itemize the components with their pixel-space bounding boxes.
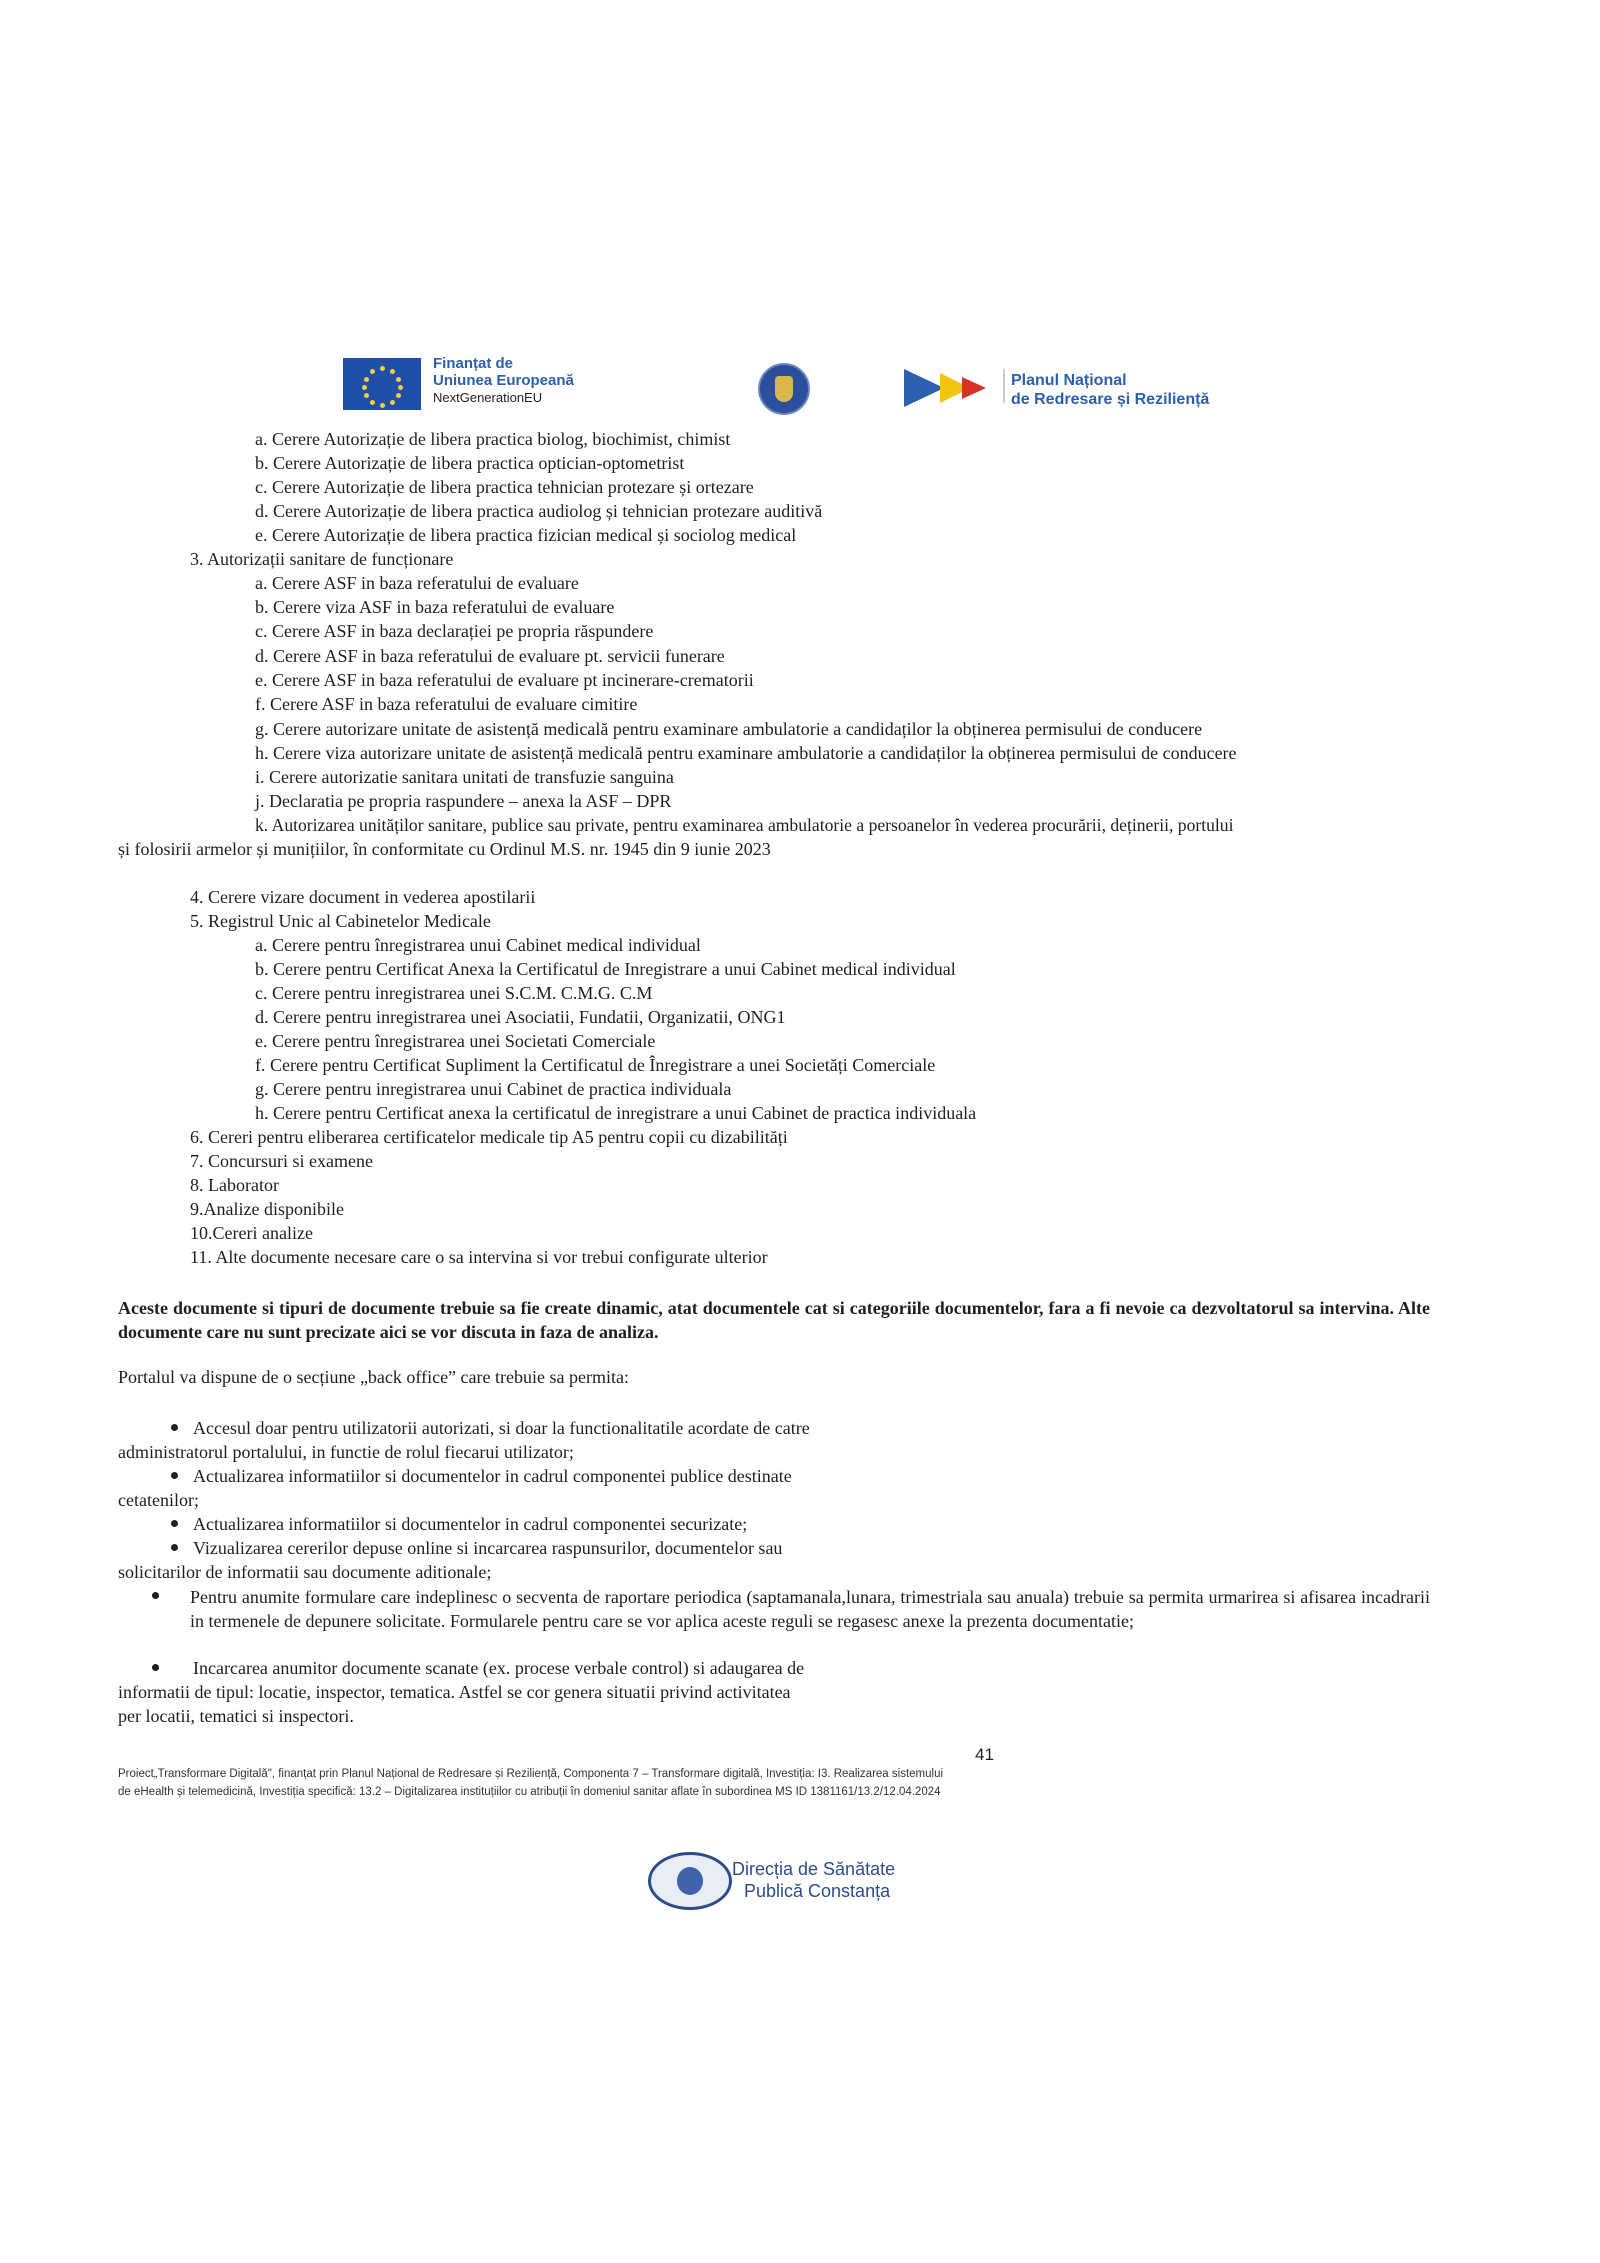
bullet-icon	[152, 1592, 159, 1599]
bullet-icon	[171, 1472, 178, 1479]
list-item: b. Cerere Autorizație de libera practica optician-optometrist	[255, 453, 685, 473]
bullet-text: Accesul doar pentru utilizatorii autorizati, si doar la functionalitatile acordate de catre	[193, 1418, 810, 1438]
list-item: f. Cerere pentru Certificat Supliment la Certificatul de Înregistrare a unei Societăți Comerciale	[255, 1055, 936, 1075]
funding-logos-header	[343, 355, 1243, 417]
list-item: c. Cerere pentru inregistrarea unei S.C.M. C.M.G. C.M	[255, 983, 653, 1003]
list-item: g. Cerere pentru inregistrarea unui Cabinet de practica individuala	[255, 1079, 732, 1099]
back-office-intro: Portalul va dispune de o secțiune „back office” care trebuie sa permita:	[118, 1367, 629, 1387]
bullet-icon	[171, 1424, 178, 1431]
bullet-icon	[171, 1520, 178, 1527]
list-item: e. Cerere Autorizație de libera practica fizician medical și sociolog medical	[255, 525, 797, 545]
bullet-text: Actualizarea informatiilor si documentelor in cadrul componentei securizate;	[193, 1514, 748, 1534]
list-item: d. Cerere Autorizație de libera practica audiolog și tehnician protezare auditivă	[255, 501, 823, 521]
list-item: a. Cerere pentru înregistrarea unui Cabinet medical individual	[255, 935, 701, 955]
eu-funding-label	[433, 355, 574, 406]
pnrr-line2: de Redresare și Reziliență	[1011, 391, 1210, 408]
section-heading: 7. Concursuri si examene	[190, 1151, 373, 1171]
pnrr-divider	[1003, 369, 1005, 403]
dsp-constanta-seal-icon	[648, 1852, 732, 1910]
list-item: j. Declaratia pe propria raspundere – anexa la ASF – DPR	[255, 791, 672, 811]
project-footer-note: Proiect„Transformare Digitală", finanțat prin Planul Național de Redresare și Reziliență, Componenta 7 – Transformare digitală, Investiția: I3. Realizarea sistemului de eHealth și telemedicină, Investiția specifică: 13.2 – Digitalizarea instituțiilor cu atribuții în domeniul sanitar aflate în subordinea MS ID 1381161/13.2/12.04.2024	[118, 1768, 944, 1798]
bullet-text-continuation: solicitarilor de informatii sau documente aditionale;	[118, 1562, 492, 1582]
dsp-constanta-label	[732, 1858, 895, 1902]
pnrr-line1: Planul Național	[1011, 372, 1127, 389]
bullet-text: Pentru anumite formulare care indeplinesc o secventa de raportare periodica (saptamanala,lunara, trimestriala sau anuala) trebuie sa permita urmarirea si afisarea incadrarii in termenele de depunere solicitate. Formularele pentru care se vor aplica aceste reguli se regasesc anexe la prezenta documentatie;	[190, 1587, 1430, 1631]
dsp-line1: Direcția de Sănătate	[732, 1859, 896, 1879]
page-number: 41	[975, 1745, 994, 1764]
bullet-icon	[171, 1544, 178, 1551]
bullet-text: Vizualizarea cererilor depuse online si incarcarea raspunsurilor, documentelor sau	[193, 1538, 783, 1558]
list-item: h. Cerere viza autorizare unitate de asistență medicală pentru examinare ambulatorie a candidaților la obținerea permisului de conducere	[255, 743, 1237, 763]
dynamic-documents-paragraph: Aceste documente si tipuri de documente trebuie sa fie create dinamic, atat documentele cat si categoriile documentelor, fara a fi nevoie ca dezvoltatorul sa intervina. Alte documente care nu sunt precizate aici se vor discuta in faza de analiza.	[118, 1298, 1430, 1342]
list-item: d. Cerere pentru inregistrarea unei Asociatii, Fundatii, Organizatii, ONG1	[255, 1007, 786, 1027]
section-heading: 10.Cereri analize	[190, 1223, 313, 1243]
list-item: k. Autorizarea unităților sanitare, publice sau private, pentru examinarea ambulatorie a persoanelor în vederea procurării, deținerii, portului	[255, 815, 1234, 835]
section-heading: 8. Laborator	[190, 1175, 279, 1195]
section-heading: 11. Alte documente necesare care o sa intervina si vor trebui configurate ulterior	[190, 1247, 768, 1267]
pnrr-logo-icon	[904, 365, 1004, 411]
list-item: b. Cerere pentru Certificat Anexa la Certificatul de Inregistrare a unui Cabinet medical individual	[255, 959, 956, 979]
eu-funding-line1: Finanțat de	[433, 355, 514, 372]
list-item: c. Cerere Autorizație de libera practica tehnician protezare și ortezare	[255, 477, 754, 497]
bullet-text: Actualizarea informatiilor si documentelor in cadrul componentei publice destinate	[193, 1466, 792, 1486]
list-item: h. Cerere pentru Certificat anexa la certificatul de inregistrare a unui Cabinet de practica individuala	[255, 1103, 977, 1123]
list-item: a. Cerere Autorizație de libera practica biolog, biochimist, chimist	[255, 429, 731, 449]
section-heading: 9.Analize disponibile	[190, 1199, 344, 1219]
list-item: e. Cerere pentru înregistrarea unei Societati Comerciale	[255, 1031, 656, 1051]
bullet-text-continuation: administratorul portalului, in functie de rolul fiecarui utilizator;	[118, 1442, 574, 1462]
list-item-continuation: și folosirii armelor și munițiilor, în conformitate cu Ordinul M.S. nr. 1945 din 9 iunie 2023	[118, 839, 771, 859]
list-item: i. Cerere autorizatie sanitara unitati de transfuzie sanguina	[255, 767, 674, 787]
eu-flag-icon	[343, 358, 421, 410]
bullet-icon	[152, 1664, 159, 1671]
dsp-line2: Publică Constanța	[744, 1881, 891, 1901]
bullet-text: Incarcarea anumitor documente scanate (ex. procese verbale control) si adaugarea de	[193, 1658, 805, 1678]
list-item: f. Cerere ASF in baza referatului de evaluare cimitire	[255, 694, 638, 714]
list-item: a. Cerere ASF in baza referatului de evaluare	[255, 573, 579, 593]
bullet-text-continuation: per locatii, tematici si inspectori.	[118, 1706, 354, 1726]
list-item: d. Cerere ASF in baza referatului de evaluare pt. servicii funerare	[255, 646, 725, 666]
bullet-text-continuation: cetatenilor;	[118, 1490, 199, 1510]
list-item: g. Cerere autorizare unitate de asistență medicală pentru examinare ambulatorie a candidaților la obținerea permisului de conducere	[255, 719, 1203, 739]
romania-government-seal-icon	[758, 363, 810, 415]
section-heading: 3. Autorizații sanitare de funcționare	[190, 549, 454, 569]
list-item: b. Cerere viza ASF in baza referatului de evaluare	[255, 597, 615, 617]
eu-funding-line3: NextGenerationEU	[433, 390, 543, 405]
section-heading: 5. Registrul Unic al Cabinetelor Medicale	[190, 911, 491, 931]
bullet-text-continuation: informatii de tipul: locatie, inspector, tematica. Astfel se cor genera situatii privind activitatea	[118, 1682, 791, 1702]
list-item: c. Cerere ASF in baza declarației pe propria răspundere	[255, 621, 654, 641]
pnrr-label	[1011, 371, 1209, 409]
section-heading: 6. Cereri pentru eliberarea certificatelor medicale tip A5 pentru copii cu dizabilități	[190, 1127, 788, 1147]
eu-funding-line2: Uniunea Europeană	[433, 372, 574, 389]
list-item: e. Cerere ASF in baza referatului de evaluare pt incinerare-crematorii	[255, 670, 754, 690]
section-heading: 4. Cerere vizare document in vederea apostilarii	[190, 887, 536, 907]
